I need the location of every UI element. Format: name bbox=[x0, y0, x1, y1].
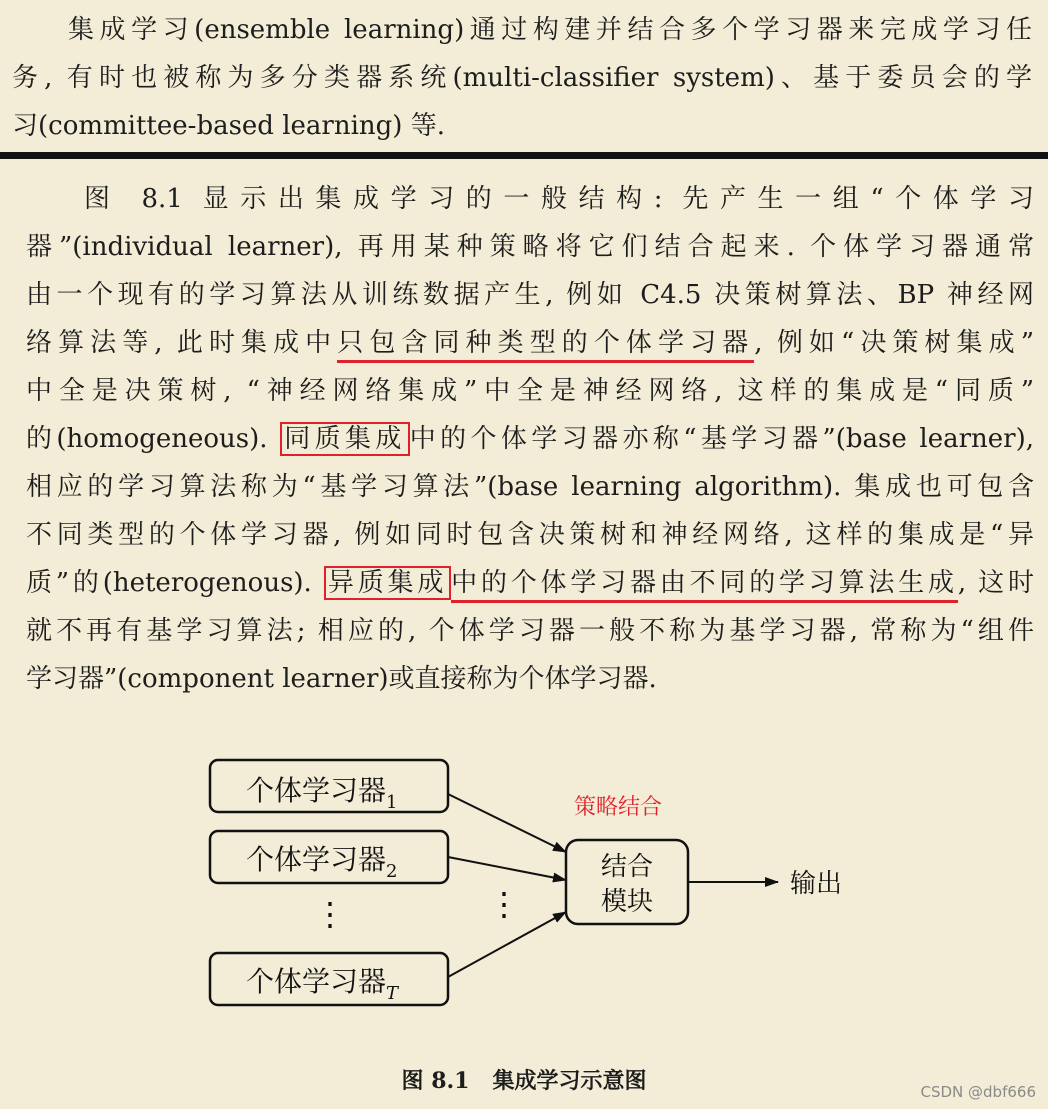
body-line-9-text: 质”的(heterogenous). bbox=[26, 568, 324, 598]
body-line-8: 不同类型的个体学习器, 例如同时包含决策树和神经网络, 这样的集成是“异 bbox=[26, 520, 1034, 550]
strategy-combine-annotation: 策略结合 bbox=[574, 795, 663, 820]
body-line-1: 图 8.1 显示出集成学习的一般结构: 先产生一组“个体学习 bbox=[84, 184, 1034, 214]
body-line-4-tail: , 例如“决策树集成” bbox=[754, 328, 1034, 358]
vdots-middle: ⋮ bbox=[488, 885, 520, 923]
learner-label-2: 个体学习器$_2$ bbox=[246, 843, 398, 882]
body-line-3: 由一个现有的学习算法从训练数据产生, 例如 C4.5 决策树算法、BP 神经网 bbox=[26, 280, 1034, 310]
figure-number: 图 8.1 bbox=[401, 1068, 470, 1094]
ensemble-diagram bbox=[0, 740, 1048, 1020]
body-line-4-text: 络算法等, 此时集成中 bbox=[26, 328, 338, 358]
underline-highlight-heterogeneous: 中的个体学习器由不同的学习算法生成 bbox=[451, 568, 958, 603]
combine-module-line-1: 结合 bbox=[600, 852, 654, 882]
body-line-7: 相应的学习算法称为“基学习算法”(base learning algorithm). 集成也可包含 bbox=[26, 472, 1034, 502]
figure-caption bbox=[0, 1064, 1048, 1095]
intro-line-3: 习(committee-based learning) 等. bbox=[12, 111, 445, 141]
body-line-6-text: 的(homogeneous). bbox=[26, 424, 281, 454]
body-line-6 bbox=[26, 415, 1034, 463]
arrow-learner-1 bbox=[448, 794, 566, 852]
body-line-9-tail: , 这时 bbox=[957, 568, 1034, 598]
arrow-learner-2 bbox=[448, 857, 566, 880]
boxed-term-heterogeneous-ensemble: 异质集成 bbox=[324, 566, 451, 600]
body-line-6-tail: 中的个体学习器亦称“基学习器”(base learner), bbox=[409, 424, 1034, 454]
intro-paragraph bbox=[12, 6, 1032, 150]
learner-label-T: 个体学习器$_T$ bbox=[246, 965, 399, 1004]
body-line-2: 器”(individual learner), 再用某种策略将它们结合起来. 个体学习器通常 bbox=[26, 232, 1034, 262]
figure-title: 集成学习示意图 bbox=[492, 1068, 647, 1094]
body-line-11: 学习器”(component learner)或直接称为个体学习器. bbox=[26, 664, 657, 694]
underline-highlight-homogeneous: 只包含同种类型的个体学习器 bbox=[337, 328, 754, 363]
output-label: 输出 bbox=[790, 869, 843, 899]
intro-line-1: 集成学习(ensemble learning)通过构建并结合多个学习器来完成学习任 bbox=[68, 15, 1032, 45]
combine-module-line-2: 模块 bbox=[600, 887, 654, 917]
boxed-term-homogeneous-ensemble: 同质集成 bbox=[280, 422, 410, 456]
body-line-9 bbox=[26, 559, 1034, 607]
intro-line-2: 务, 有时也被称为多分类器系统(multi-classifier system)、基于委员会的学 bbox=[12, 63, 1032, 93]
body-line-5: 中全是决策树, “神经网络集成”中全是神经网络, 这样的集成是“同质” bbox=[26, 376, 1034, 406]
vdots-left: ⋮ bbox=[314, 895, 346, 933]
watermark: CSDN @dbf666 bbox=[920, 1083, 1036, 1101]
section-divider bbox=[0, 152, 1048, 159]
body-line-4 bbox=[26, 319, 1034, 367]
body-line-10: 就不再有基学习算法; 相应的, 个体学习器一般不称为基学习器, 常称为“组件 bbox=[26, 616, 1034, 646]
body-paragraph bbox=[26, 175, 1034, 703]
learner-label-1: 个体学习器$_1$ bbox=[246, 774, 398, 813]
